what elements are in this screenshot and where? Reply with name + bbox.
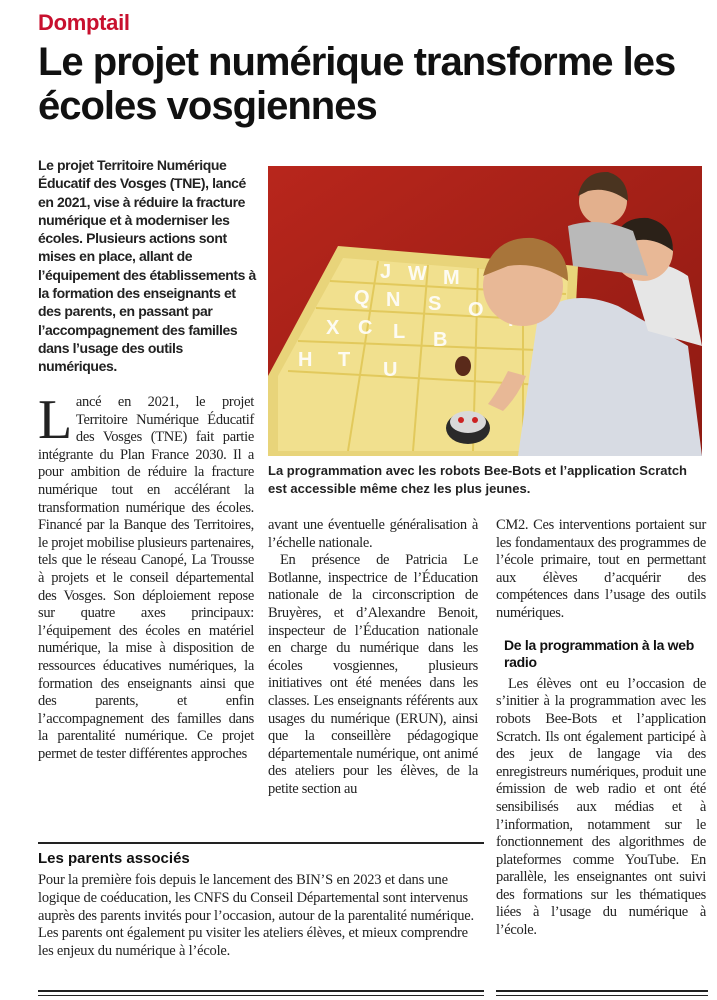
body-column-2 xyxy=(268,517,478,799)
board-letter: W xyxy=(408,263,427,285)
photo-caption: La programmation avec les robots Bee-Bots et l’application Scratch est accessible même chez les plus jeunes. xyxy=(268,463,687,496)
photo-illustration xyxy=(268,166,702,456)
board-letter: O xyxy=(468,299,484,321)
article-photo xyxy=(268,166,702,456)
body-text: ancé en 2021, le projet Territoire Numérique Éducatif des Vosges (TNE) fait partie intégrante du Plan France 2030. Il a pour ambition de réduire la fracture numérique tout en accélérant la transformation numérique des écoles. Financé par la Banque des Territoires, le projet mobilise plusieurs partenaires, tels que le réseau Canopé, La Trousse à projets et le conseil départemental des Vosges. Son déploiement repose sur quatre axes principaux: l’équipement des écoles en matériel numérique, la mise à disposition de ressources éducatives numériques, la formation des enseignants ainsi que des parents, et enfin l’accompagnement des familles dans la parentalité numérique. Ce projet permet de tester différentes approches xyxy=(38,394,255,762)
body-column-3 xyxy=(496,517,706,940)
headline: Le projet numérique transforme les écoles vosgiennes xyxy=(38,40,676,128)
board-letter: T xyxy=(338,349,351,371)
board-letter: M xyxy=(443,267,460,289)
box-top-rule xyxy=(38,842,484,844)
bottom-rule xyxy=(38,995,484,996)
board-letter: N xyxy=(386,289,401,311)
board-letter: L xyxy=(393,321,406,343)
board-letter: H xyxy=(298,349,313,371)
board-letter: C xyxy=(358,317,373,339)
body-paragraph: avant une éventuelle généralisation à l’échelle nationale. xyxy=(268,517,478,551)
body-paragraph: CM2. Ces interventions portaient sur les fondamentaux des programmes de l’école primaire, tout en permettant aux élèves d’acquérir des compétences dans l’usage des outils numériques. xyxy=(496,517,706,621)
section-kicker: Domptail xyxy=(38,10,130,35)
bottom-rule xyxy=(38,990,484,992)
body-paragraph: Les élèves ont eu l’occasion de s’initier à la programmation avec les robots Bee-Bots et l’application Scratch. Ils ont également participé à des jeux de langage via des enregistreurs numériques, produit une émission de web radio et ont été sensibilisés aux médias et à l’information, notamment sur le fonctionnement des algorithmes de plateformes comme YouTube. En parallèle, les enseignantes ont suivi des formations sur les thématiques liées à l’usage du numérique à l’école. xyxy=(496,675,706,939)
bottom-rule xyxy=(496,995,708,996)
body-column-1 xyxy=(38,389,255,763)
board-letter: U xyxy=(383,359,398,381)
board-letter: J xyxy=(380,261,392,283)
board-letter: S xyxy=(428,293,442,315)
body-paragraph: En présence de Patricia Le Botlanne, inspectrice de l’Éducation nationale de la circonscription de Bruyères, et d’Alexandre Benoit, inspecteur de l’Éducation nationale en charge du numérique dans les écoles vosgiennes, plusieurs initiatives ont été menées dans les classes. Les enseignants référents aux usages du numérique (ERUN), ainsi que la conseillère pédagogique départementale numérique, ont animé des ateliers pour les élèves, de la petite section au xyxy=(268,552,478,797)
board-letter: X xyxy=(326,317,340,339)
section-subhead: De la programmation à la web radio xyxy=(504,636,694,671)
box-title: Les parents associés xyxy=(38,850,190,867)
bottom-rule xyxy=(496,990,708,992)
lead-paragraph: Le projet Territoire Numérique Éducatif des Vosges (TNE), lancé en 2021, vise à réduire la fracture numérique et à moderniser les écoles. Plusieurs actions sont mises en place, allant de l’équipement des établissements à la formation des enseignants et des parents, en passant par l’accompagnement des familles dans l’usage des outils numériques. xyxy=(38,157,256,375)
box-body: Pour la première fois depuis le lancement des BIN’S en 2023 et dans une logique de coéducation, les CNFS du Conseil Départemental sont intervenus auprès des parents invités pour l’occasion, autour de la parentalité numérique. Les parents ont également pu visiter les ateliers élèves, et mieux comprendre les enjeux du numérique à l’école. xyxy=(38,872,474,960)
drop-cap: L xyxy=(38,389,72,451)
board-letter: Q xyxy=(354,287,370,309)
board-letter: B xyxy=(433,329,448,351)
